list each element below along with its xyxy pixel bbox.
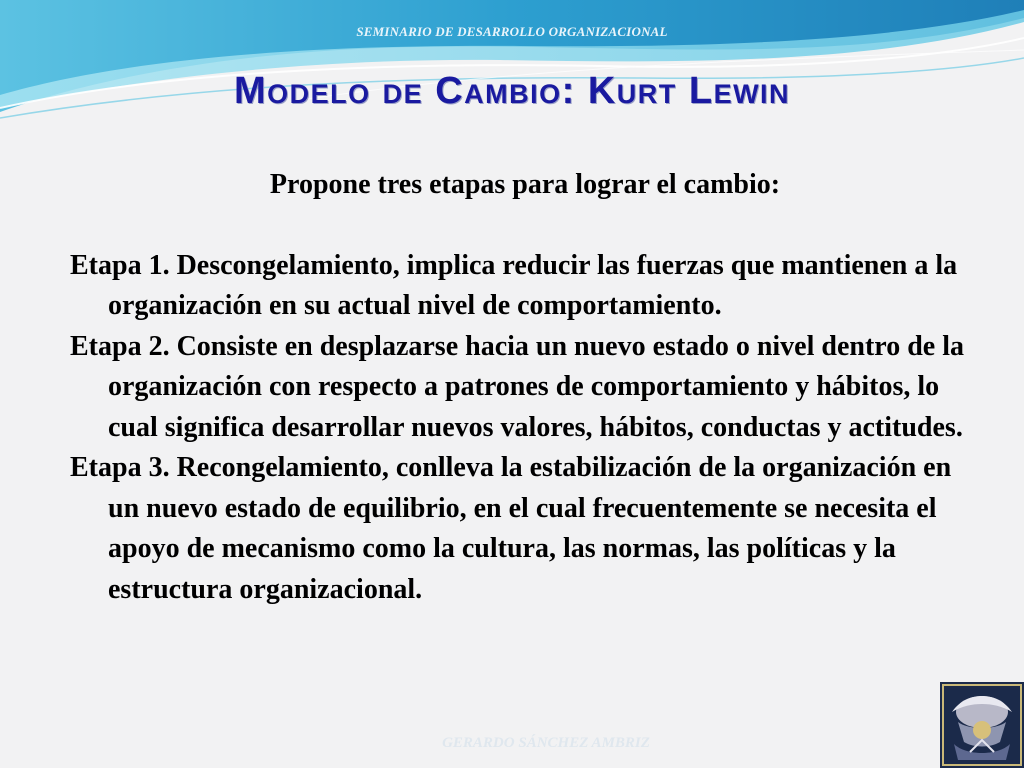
unam-emblem-icon (940, 682, 1024, 768)
footer-author: GERARDO SÁNCHEZ AMBRIZ (442, 735, 650, 751)
slide-title: Modelo de Cambio: Kurt Lewin (233, 70, 791, 112)
intro-text: Propone tres etapas para lograr el cambio: (269, 169, 781, 200)
stage-1-text: Etapa 1. Descongelamiento, implica reducir las fuerzas que mantienen a la organización en su actual nivel de comportamiento. (70, 249, 958, 321)
header-text: SEMINARIO DE DESARROLLO ORGANIZACIONAL (356, 24, 668, 39)
slide-body (70, 165, 970, 610)
stage-3-text: Etapa 3. Recongelamiento, conlleva la estabilización de la organización en un nuevo estado de equilibrio, en el cual frecuentemente se necesita el apoyo de mecanismo como la cultura, las normas, las políticas y la estructura organizacional. (70, 452, 952, 605)
stage-2-text: Etapa 2. Consiste en desplazarse hacia un nuevo estado o nivel dentro de la organización con respecto a patrones de comportamiento y hábitos, lo cual significa desarrollar nuevos valores, hábitos, conductas y actitudes. (70, 330, 964, 443)
